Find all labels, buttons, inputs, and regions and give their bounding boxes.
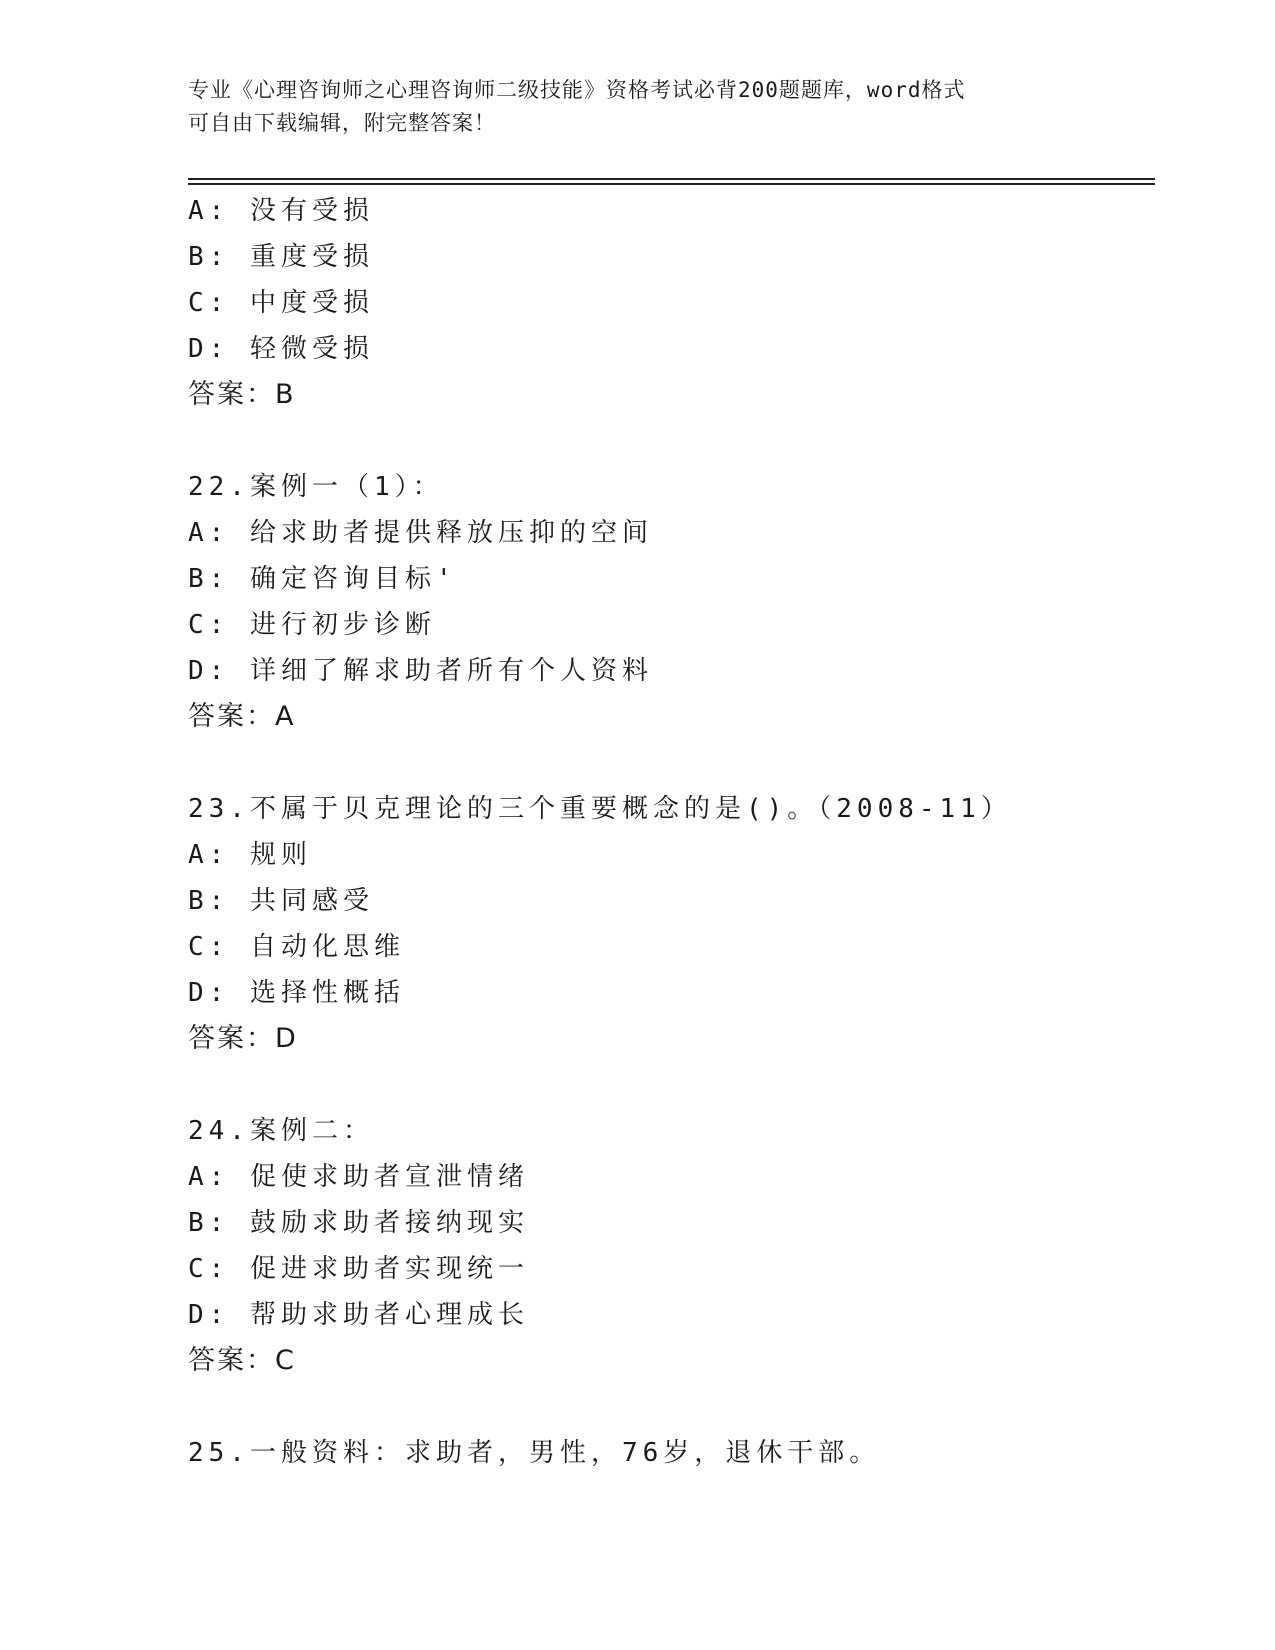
option-a: A: 促使求助者宣泄情绪 <box>188 1162 529 1192</box>
option-a: A: 规则 <box>188 840 312 870</box>
answer: 答案：C <box>188 1345 296 1376</box>
spacer <box>188 740 1155 786</box>
question-title: 23.不属于贝克理论的三个重要概念的是()。（2008-11） <box>188 794 1012 824</box>
question-title: 24.案例二： <box>188 1116 374 1146</box>
question-22 <box>188 464 1155 740</box>
option-d: D: 详细了解求助者所有个人资料 <box>188 656 653 686</box>
spacer <box>188 1062 1155 1108</box>
option-c: C: 促进求助者实现统一 <box>188 1254 529 1284</box>
document-header <box>188 74 1068 140</box>
question-24 <box>188 1108 1155 1384</box>
header-line-2: 可自由下载编辑，附完整答案！ <box>188 111 496 135</box>
spacer <box>188 418 1155 464</box>
question-content <box>188 188 1155 1476</box>
spacer <box>188 1384 1155 1430</box>
answer: 答案：B <box>188 379 296 410</box>
option-d: D: 选择性概括 <box>188 978 405 1008</box>
header-divider-bottom <box>188 183 1155 185</box>
option-c: C: 进行初步诊断 <box>188 610 436 640</box>
header-divider-top <box>188 178 1155 180</box>
option-d: D: 帮助求助者心理成长 <box>188 1300 529 1330</box>
option-b: B: 确定咨询目标' <box>188 564 457 594</box>
option-b: B: 共同感受 <box>188 886 374 916</box>
answer: 答案：A <box>188 701 296 732</box>
option-b: B: 鼓励求助者接纳现实 <box>188 1208 529 1238</box>
option-a: A: 给求助者提供释放压抑的空间 <box>188 518 653 548</box>
question-23 <box>188 786 1155 1062</box>
question-title: 22.案例一（1）： <box>188 472 444 502</box>
question-title: 25.一般资料：求助者，男性，76岁，退休干部。 <box>188 1438 881 1468</box>
option-b: B: 重度受损 <box>188 242 374 272</box>
header-line-1: 专业《心理咨询师之心理咨询师二级技能》资格考试必背200题题库，word格式 <box>188 78 966 102</box>
question-21 <box>188 188 1155 418</box>
question-25 <box>188 1430 1155 1476</box>
option-c: C: 中度受损 <box>188 288 374 318</box>
answer: 答案：D <box>188 1023 298 1054</box>
option-c: C: 自动化思维 <box>188 932 405 962</box>
option-a: A: 没有受损 <box>188 196 374 226</box>
option-d: D: 轻微受损 <box>188 334 374 364</box>
